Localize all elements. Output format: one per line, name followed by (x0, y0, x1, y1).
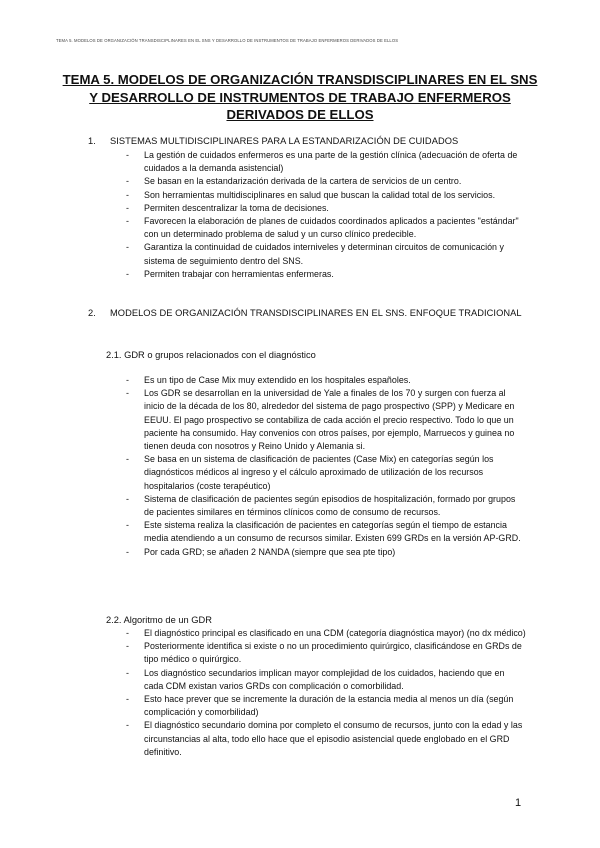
list-item-text: Permiten descentralizar la toma de decisiones. (144, 202, 329, 213)
bullet-marker: - (126, 242, 129, 253)
bullet-marker: - (126, 720, 129, 731)
bullet-marker: - (126, 150, 129, 160)
list-item (126, 627, 526, 640)
subsection-2-1-heading: 2.1. GDR o grupos relacionados con el diagnóstico (106, 350, 316, 360)
list-item-text: Se basan en la estandarización derivada de la cartera de servicios de un centro. (144, 176, 462, 187)
page-number: 1 (515, 797, 522, 809)
bullet-marker: - (126, 216, 129, 227)
list-item-text: Esto hace prever que se incremente la duración de la estancia media al menos un día (según complicación y comorbilidad) (144, 694, 514, 718)
list-item (126, 519, 526, 545)
bullet-marker: - (126, 520, 129, 531)
list-item-text: Son herramientas multidisciplinares en salud que buscan la calidad total de los servicios. (144, 189, 496, 200)
list-item-text: La gestión de cuidados enfermeros es una parte de la gestión clínica (adecuación de oferta de cuidados a la demanda asistencial) (144, 150, 518, 174)
list-item (126, 693, 526, 719)
bullet-marker: - (126, 189, 129, 200)
list-item-text: Este sistema realiza la clasificación de pacientes en categorías según el tiempo de estancia media atendiendo a un consumo de recursos similar. Existen 699 GRDs en la versión AP-GRD. (144, 520, 521, 544)
list-item (126, 374, 526, 387)
list-item (126, 175, 526, 188)
list-item (126, 453, 526, 493)
list-item (126, 387, 526, 453)
list-item-text: Sistema de clasificación de pacientes según episodios de hospitalización, formado por grupos de pacientes similares en términos clínicos como de consumo de recursos. (144, 493, 516, 518)
list-item-text: Favorecen la elaboración de planes de cuidados coordinados aplicados a pacientes "estándar" con un determinado problema de salud y un curso clínico predecible. (144, 216, 519, 240)
section-2-heading (88, 307, 540, 320)
list-item (126, 202, 526, 215)
list-item (126, 493, 526, 519)
bullet-marker: - (126, 694, 129, 705)
bullet-marker: - (126, 628, 129, 638)
bullet-marker: - (126, 546, 129, 557)
list-item-text: Es un tipo de Case Mix muy extendido en los hospitales españoles. (144, 375, 411, 385)
section-1-list (126, 149, 526, 281)
list-item (126, 268, 526, 281)
list-item (126, 241, 526, 267)
list-item-text: Se basa en un sistema de clasificación de pacientes (Case Mix) en categorías según los diagnósticos médicos al ingreso y el cálculo aproximado de utilización de los recursos hospitalarios (coste terapéutico) (144, 454, 494, 491)
bullet-marker: - (126, 667, 129, 678)
subsection-2-1-list (126, 374, 526, 559)
bullet-marker: - (126, 268, 129, 279)
list-item (126, 149, 526, 175)
bullet-marker: - (126, 176, 129, 187)
list-item-text: Los diagnóstico secundarios implican mayor complejidad de los cuidados, haciendo que en cada CDM existan varios GRDs con complicación o comorbilidad. (144, 667, 505, 691)
bullet-marker: - (126, 202, 129, 213)
section-title: SISTEMAS MULTIDISCIPLINARES PARA LA ESTANDARIZACIÓN DE CUIDADOS (110, 136, 459, 146)
list-item-text: Permiten trabajar con herramientas enfermeras. (144, 268, 334, 279)
section-number: 2. (88, 308, 96, 318)
subsection-2-2-list (126, 627, 526, 759)
subsection-2-2-heading: 2.2. Algoritmo de un GDR (106, 615, 212, 625)
list-item-text: El diagnóstico secundario domina por completo el consumo de recursos, junto con la edad y las circunstancias al alta, todo ello hace que el episodio asistencial quede englobado en el GRD definitivo. (144, 720, 523, 757)
running-header: TEMA 5. MODELOS DE ORGANIZACIÓN TRANSDISCIPLINARES EN EL SNS Y DESARROLLO DE INSTRUMENTOS DE TRABAJO ENFERMEROS DERIVADOS DE ELLOS (56, 38, 399, 43)
list-item (126, 546, 526, 559)
section-title: MODELOS DE ORGANIZACIÓN TRANSDISCIPLINARES EN EL SNS. ENFOQUE TRADICIONAL (110, 308, 522, 318)
section-number: 1. (88, 136, 96, 146)
section-1-heading (88, 135, 540, 148)
list-item-text: Posteriormente identifica si existe o no un procedimiento quirúrgico, clasificándose en GRDs de tipo médico o quirúrgico. (144, 641, 522, 665)
bullet-marker: - (126, 641, 129, 652)
bullet-marker: - (126, 493, 129, 504)
list-item-text: Por cada GRD; se añaden 2 NANDA (siempre que sea pte tipo) (144, 546, 396, 557)
list-item-text: Los GDR se desarrollan en la universidad de Yale a finales de los 70 y surgen con fuerza al inicio de la década de los 80, alrededor del sistema de pago prospectivo (SPP) y Medicare en EEUU. El pago prospectivo se contabiliza de cada acción el precio respectivo. Todo lo que un paciente ha consumido. Hay convenios con otros países, por ejemplo, Marruecos y guinea no tienen deuda con nosotros y Reino Unido y Alemania si. (144, 388, 515, 452)
list-item (126, 189, 526, 202)
list-item (126, 640, 526, 666)
list-item (126, 667, 526, 693)
document-title: TEMA 5. MODELOS DE ORGANIZACIÓN TRANSDISCIPLINARES EN EL SNS Y DESARROLLO DE INSTRUMENTOS DE TRABAJO ENFERMEROS DERIVADOS DE ELLOS (62, 72, 538, 122)
bullet-marker: - (126, 454, 129, 465)
bullet-marker: - (126, 375, 129, 385)
bullet-marker: - (126, 388, 129, 399)
list-item (126, 719, 526, 759)
list-item (126, 215, 526, 241)
list-item-text: El diagnóstico principal es clasificado en una CDM (categoría diagnóstica mayor) (no dx médico) (144, 628, 526, 638)
list-item-text: Garantiza la continuidad de cuidados interniveles y determinan circuitos de comunicación y sistema de seguimiento dentro del SNS. (144, 242, 504, 266)
